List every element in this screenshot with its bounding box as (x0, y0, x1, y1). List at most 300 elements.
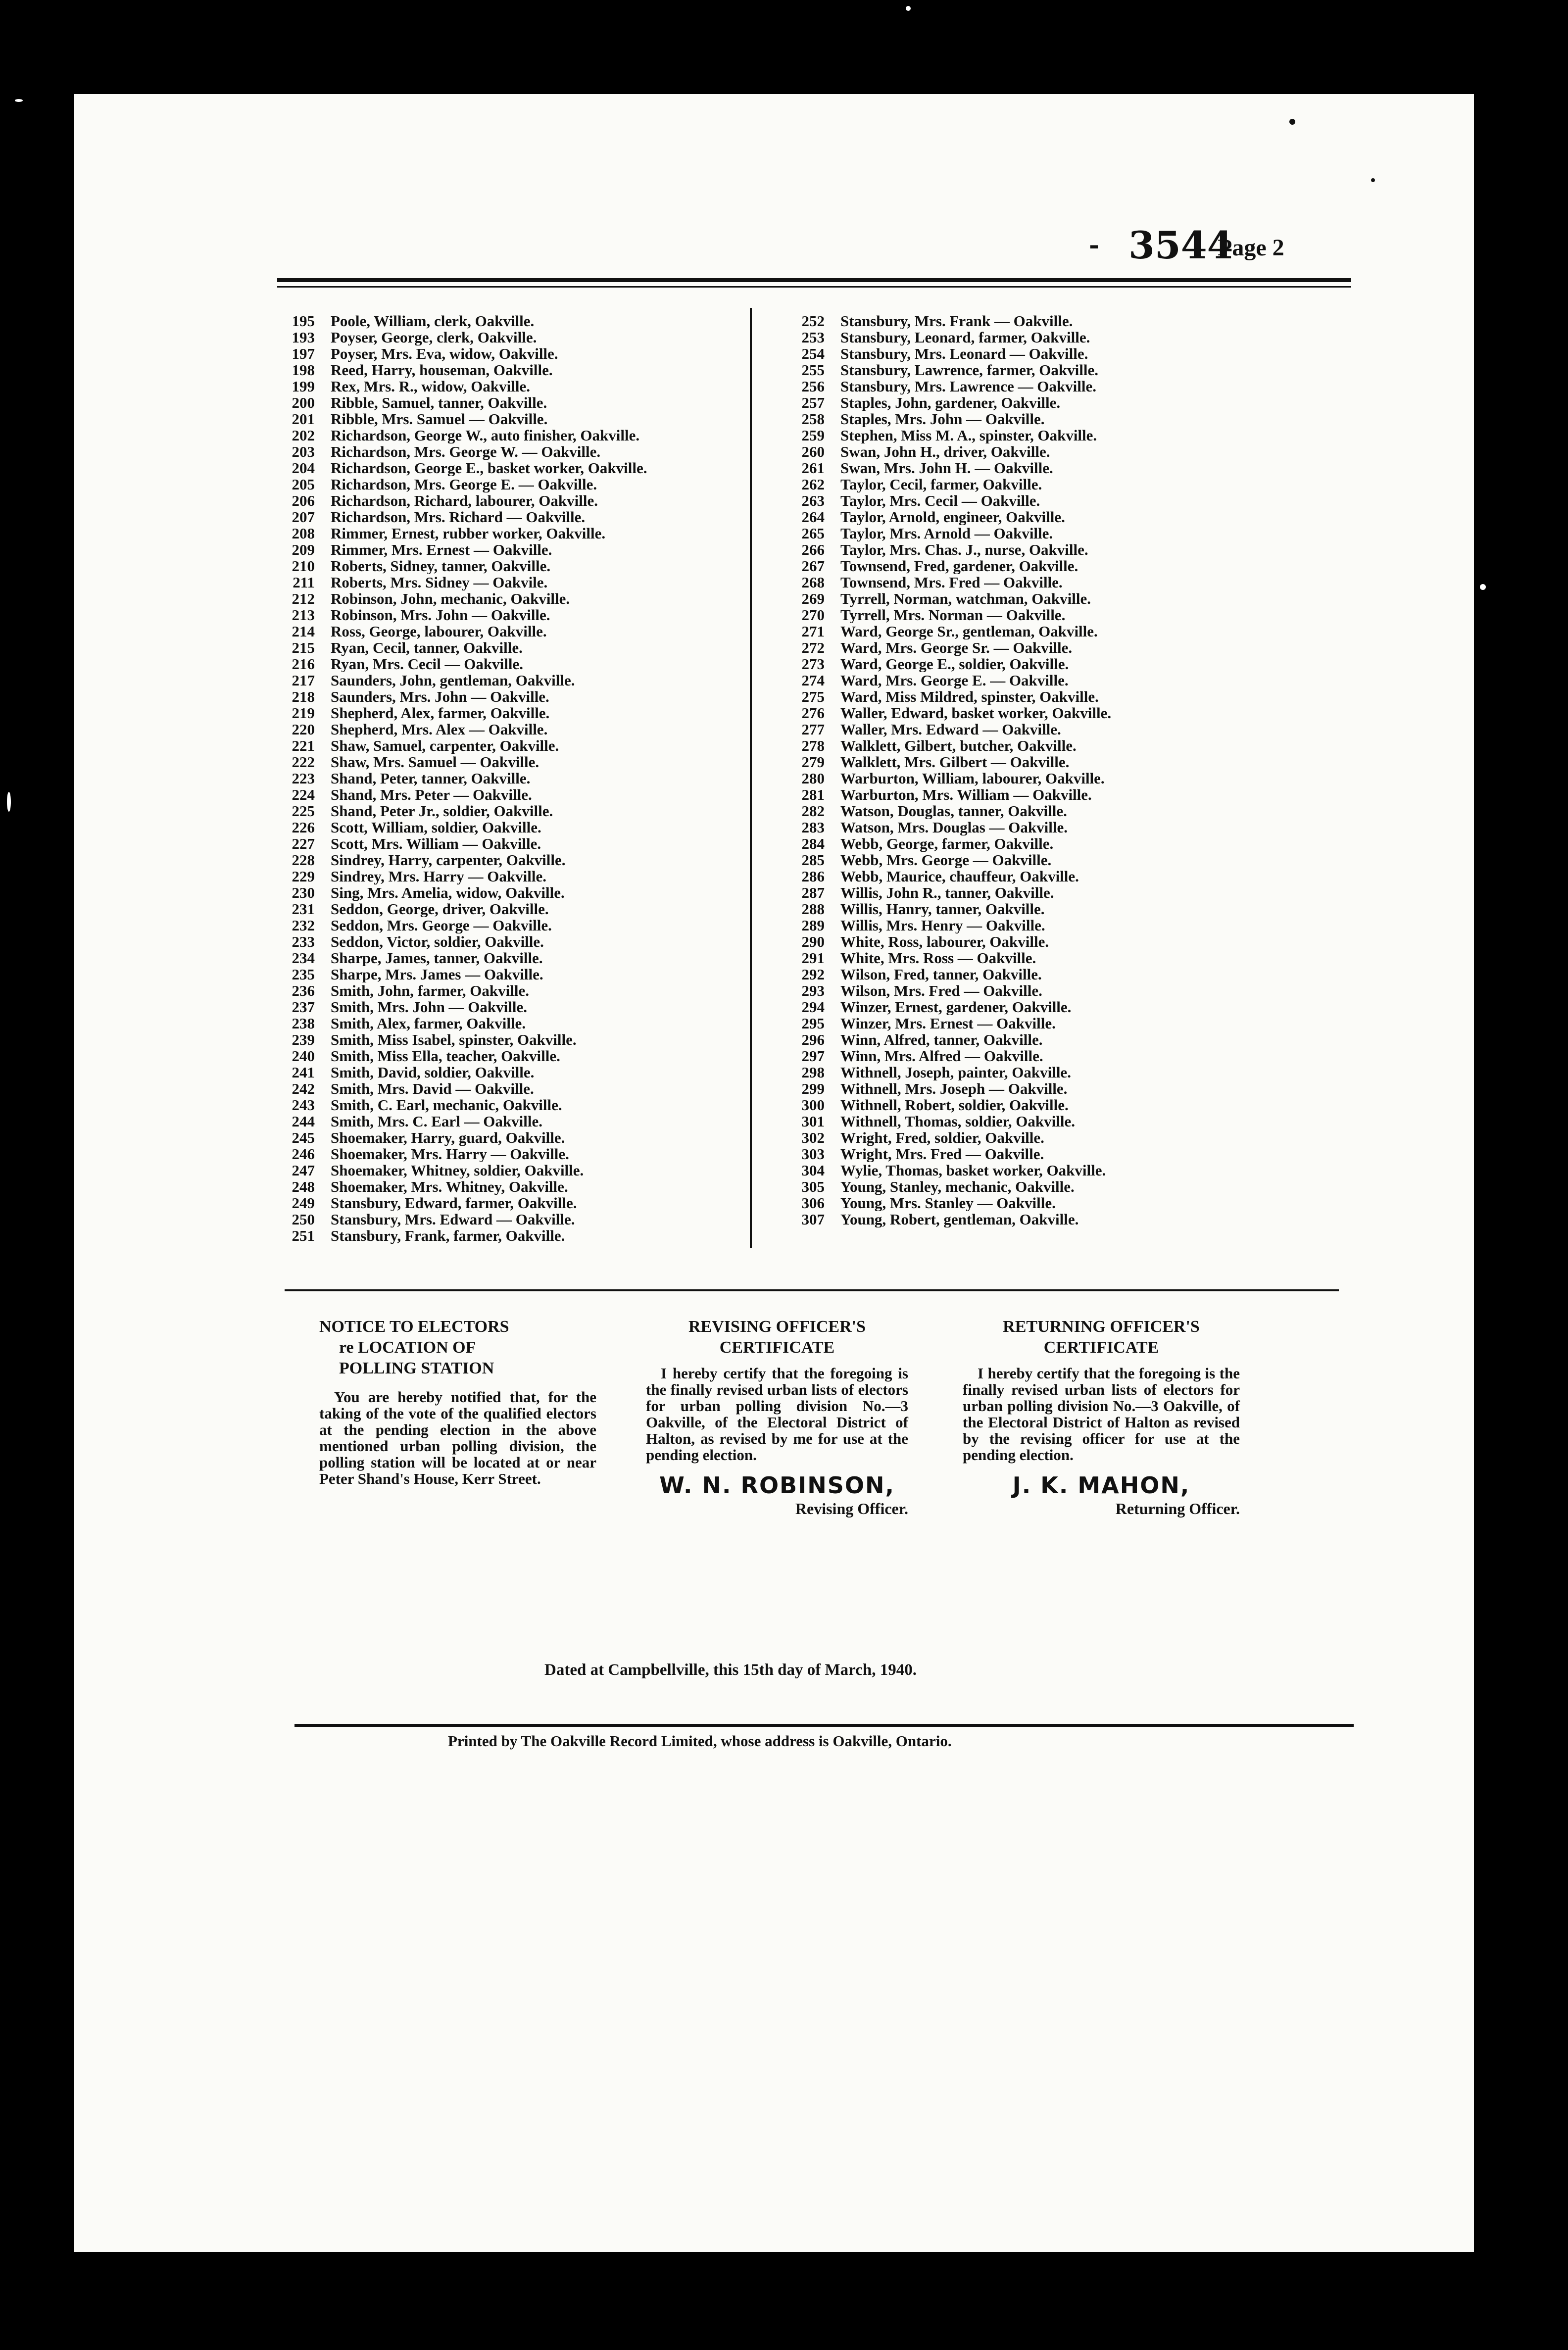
elector-details: Rimmer, Mrs. Ernest — Oakville. (331, 541, 552, 558)
elector-details: Winn, Mrs. Alfred — Oakville. (840, 1048, 1043, 1064)
elector-entry (277, 999, 752, 1015)
elector-details: Taylor, Cecil, farmer, Oakville. (840, 476, 1042, 492)
elector-number: 198 (292, 362, 315, 378)
elector-number: 266 (801, 541, 825, 558)
elector-entry (787, 362, 1262, 378)
elector-entry (277, 1162, 752, 1178)
ink-speck (1289, 119, 1295, 125)
elector-details: Shepherd, Alex, farmer, Oakville. (331, 705, 550, 721)
returning-signer: J. K. MAHON, (1012, 1472, 1190, 1499)
elector-entry (787, 917, 1262, 933)
elector-number: 267 (801, 558, 825, 574)
elector-entry (277, 1129, 752, 1146)
elector-number: 271 (801, 623, 825, 639)
elector-details: Sharpe, James, tanner, Oakville. (331, 950, 543, 966)
elector-number: 307 (801, 1211, 825, 1227)
elector-entry (787, 492, 1262, 509)
elector-number: 228 (292, 852, 315, 868)
elector-entry (277, 852, 752, 868)
elector-entry (277, 721, 752, 737)
elector-number: 291 (801, 950, 825, 966)
elector-entry (787, 476, 1262, 492)
elector-entry (787, 313, 1262, 329)
elector-number: 204 (292, 460, 315, 476)
elector-number: 273 (801, 656, 825, 672)
elector-number: 212 (292, 590, 315, 607)
returning-title (963, 1317, 1240, 1358)
revising-signer: W. N. ROBINSON, (659, 1472, 895, 1499)
elector-entry (787, 705, 1262, 721)
elector-entry (787, 558, 1262, 574)
elector-number: 285 (801, 852, 825, 868)
elector-number: 249 (292, 1195, 315, 1211)
elector-number: 237 (292, 999, 315, 1015)
elector-entry (277, 672, 752, 688)
document-page (74, 94, 1474, 2252)
elector-entry (787, 933, 1262, 950)
elector-entry (787, 884, 1262, 901)
elector-entry (277, 966, 752, 982)
elector-details: Withnell, Mrs. Joseph — Oakville. (840, 1080, 1068, 1097)
header-rule-thick (277, 278, 1351, 282)
elector-entry (787, 590, 1262, 607)
elector-number: 244 (292, 1113, 315, 1129)
elector-entry (787, 1178, 1262, 1195)
elector-details: Ribble, Mrs. Samuel — Oakville. (331, 411, 548, 427)
elector-number: 275 (801, 688, 825, 705)
elector-entry (787, 574, 1262, 590)
elector-number: 270 (801, 607, 825, 623)
elector-number: 254 (801, 345, 825, 362)
elector-entry (277, 1211, 752, 1227)
elector-number: 265 (801, 525, 825, 541)
elector-entry (787, 688, 1262, 705)
elector-entry (277, 509, 752, 525)
elector-entry (277, 901, 752, 917)
elector-number: 246 (292, 1146, 315, 1162)
elector-entry (277, 639, 752, 656)
elector-number: 227 (292, 835, 315, 852)
elector-number: 209 (292, 541, 315, 558)
elector-number: 296 (801, 1031, 825, 1048)
elector-details: Winzer, Mrs. Ernest — Oakville. (840, 1015, 1056, 1031)
elector-entry (277, 427, 752, 443)
elector-number: 221 (292, 737, 315, 754)
elector-entry (787, 786, 1262, 803)
elector-number: 225 (292, 803, 315, 819)
elector-entry (787, 803, 1262, 819)
elector-entry (787, 1097, 1262, 1113)
elector-details: Shoemaker, Mrs. Harry — Oakville. (331, 1146, 569, 1162)
elector-details: Warburton, Mrs. William — Oakville. (840, 786, 1092, 803)
elector-details: Ward, George E., soldier, Oakville. (840, 656, 1069, 672)
elector-details: Shoemaker, Mrs. Whitney, Oakville. (331, 1178, 568, 1195)
elector-entry (277, 623, 752, 639)
elector-number: 251 (292, 1227, 315, 1244)
elector-details: Stansbury, Leonard, farmer, Oakville. (840, 329, 1090, 345)
elector-number: 306 (801, 1195, 825, 1211)
elector-details: Smith, Miss Isabel, spinster, Oakville. (331, 1031, 577, 1048)
elector-entry (787, 639, 1262, 656)
elector-number: 262 (801, 476, 825, 492)
elector-entry (277, 1178, 752, 1195)
elector-entry (277, 313, 752, 329)
elector-details: Webb, Mrs. George — Oakville. (840, 852, 1052, 868)
notice-title-line2: re LOCATION OF (339, 1338, 476, 1357)
elector-entry (277, 933, 752, 950)
elector-entry (277, 329, 752, 345)
elector-number: 218 (292, 688, 315, 705)
elector-number: 305 (801, 1178, 825, 1195)
elector-details: Ward, George Sr., gentleman, Oakville. (840, 623, 1098, 639)
elector-entry (787, 378, 1262, 394)
elector-details: Richardson, George E., basket worker, Oakville. (331, 460, 647, 476)
printer-imprint: Printed by The Oakville Record Limited, whose address is Oakville, Ontario. (448, 1732, 952, 1750)
elector-entry (787, 443, 1262, 460)
elector-list-right (787, 313, 1262, 1227)
elector-number: 222 (292, 754, 315, 770)
elector-number: 295 (801, 1015, 825, 1031)
returning-body: I hereby certify that the foregoing is the finally revised urban lists of electors for urban polling division No.—3 Oakville, of the Electoral District of Halton as revised by the revising officer for use at the pending election. (963, 1365, 1240, 1464)
elector-number: 288 (801, 901, 825, 917)
elector-entry (277, 378, 752, 394)
elector-details: Stansbury, Edward, farmer, Oakville. (331, 1195, 577, 1211)
elector-entry (277, 917, 752, 933)
revising-title-line1: REVISING OFFICER'S (688, 1318, 866, 1336)
elector-details: Ward, Miss Mildred, spinster, Oakville. (840, 688, 1099, 705)
elector-number: 238 (292, 1015, 315, 1031)
revising-title (646, 1317, 908, 1358)
elector-details: Stansbury, Frank, farmer, Oakville. (331, 1227, 565, 1244)
notice-title-line3: POLLING STATION (339, 1359, 494, 1377)
elector-entry (787, 1048, 1262, 1064)
elector-number: 253 (801, 329, 825, 345)
elector-details: Townsend, Mrs. Fred — Oakville. (840, 574, 1063, 590)
elector-number: 257 (801, 394, 825, 411)
elector-entry (277, 1146, 752, 1162)
elector-details: Smith, Alex, farmer, Oakville. (331, 1015, 526, 1031)
elector-number: 247 (292, 1162, 315, 1178)
elector-details: Smith, Mrs. John — Oakville. (331, 999, 528, 1015)
elector-details: Smith, C. Earl, mechanic, Oakville. (331, 1097, 562, 1113)
elector-details: Shoemaker, Harry, guard, Oakville. (331, 1129, 565, 1146)
elector-entry (787, 1146, 1262, 1162)
elector-entry (277, 443, 752, 460)
ink-speck (1371, 178, 1375, 182)
elector-entry (277, 705, 752, 721)
elector-details: Warburton, William, labourer, Oakville. (840, 770, 1105, 786)
elector-entry (787, 1031, 1262, 1048)
elector-entry (787, 1113, 1262, 1129)
elector-number: 211 (293, 574, 315, 590)
elector-number: 200 (292, 394, 315, 411)
elector-details: Richardson, Richard, labourer, Oakville. (331, 492, 598, 509)
elector-number: 276 (801, 705, 825, 721)
elector-details: Rex, Mrs. R., widow, Oakville. (331, 378, 530, 394)
elector-details: Shepherd, Mrs. Alex — Oakville. (331, 721, 548, 737)
elector-details: Ward, Mrs. George E. — Oakville. (840, 672, 1069, 688)
scan-speck (906, 6, 911, 11)
elector-details: Webb, George, farmer, Oakville. (840, 835, 1054, 852)
elector-number: 202 (292, 427, 315, 443)
elector-number: 297 (801, 1048, 825, 1064)
elector-entry (787, 623, 1262, 639)
elector-number: 278 (801, 737, 825, 754)
elector-number: 259 (801, 427, 825, 443)
elector-details: Ryan, Cecil, tanner, Oakville. (331, 639, 523, 656)
elector-number: 281 (801, 786, 825, 803)
elector-details: Seddon, Victor, soldier, Oakville. (331, 933, 544, 950)
elector-number: 243 (292, 1097, 315, 1113)
elector-number: 261 (801, 460, 825, 476)
elector-entry (787, 1211, 1262, 1227)
elector-number: 252 (801, 313, 825, 329)
elector-number: 223 (292, 770, 315, 786)
elector-number: 258 (801, 411, 825, 427)
elector-details: Ross, George, labourer, Oakville. (331, 623, 547, 639)
elector-number: 282 (801, 803, 825, 819)
elector-number: 263 (801, 492, 825, 509)
elector-entry (277, 835, 752, 852)
elector-details: Withnell, Thomas, soldier, Oakville. (840, 1113, 1075, 1129)
elector-number: 274 (801, 672, 825, 688)
elector-entry (277, 345, 752, 362)
elector-number: 235 (292, 966, 315, 982)
elector-number: 229 (292, 868, 315, 884)
elector-details: Townsend, Fred, gardener, Oakville. (840, 558, 1078, 574)
elector-details: White, Ross, labourer, Oakville. (840, 933, 1049, 950)
elector-entry (787, 950, 1262, 966)
elector-details: Winzer, Ernest, gardener, Oakville. (840, 999, 1072, 1015)
elector-entry (787, 966, 1262, 982)
elector-details: Waller, Mrs. Edward — Oakville. (840, 721, 1061, 737)
notice-body: You are hereby notified that, for the taking of the vote of the qualified electors at the pending election in the above mentioned urban polling division, the polling station will be located at or near Peter Shand's House, Kerr Street. (319, 1388, 596, 1487)
elector-number: 226 (292, 819, 315, 835)
header-dash: - (1089, 230, 1099, 259)
elector-details: Tyrrell, Norman, watchman, Oakville. (840, 590, 1091, 607)
elector-entry (787, 509, 1262, 525)
elector-details: Richardson, Mrs. George E. — Oakville. (331, 476, 597, 492)
elector-details: Roberts, Mrs. Sidney — Oakvile. (331, 574, 548, 590)
elector-number: 241 (292, 1064, 315, 1080)
elector-details: Stansbury, Mrs. Frank — Oakville. (840, 313, 1073, 329)
elector-details: Watson, Douglas, tanner, Oakville. (840, 803, 1067, 819)
revising-officer-certificate (646, 1317, 908, 1518)
elector-details: Poyser, Mrs. Eva, widow, Oakville. (331, 345, 558, 362)
elector-number: 279 (801, 754, 825, 770)
elector-entry (277, 1113, 752, 1129)
elector-details: Reed, Harry, houseman, Oakville. (331, 362, 553, 378)
elector-number: 245 (292, 1129, 315, 1146)
elector-entry (787, 607, 1262, 623)
elector-entry (787, 345, 1262, 362)
elector-entry (277, 607, 752, 623)
elector-number: 208 (292, 525, 315, 541)
notice-title (319, 1317, 596, 1379)
elector-number: 294 (801, 999, 825, 1015)
elector-number: 215 (292, 639, 315, 656)
elector-entry (787, 1129, 1262, 1146)
header-rule-thin (277, 286, 1351, 288)
elector-entry (787, 770, 1262, 786)
elector-number: 232 (292, 917, 315, 933)
elector-entry (277, 1031, 752, 1048)
elector-number: 210 (292, 558, 315, 574)
elector-number: 195 (292, 313, 315, 329)
elector-entry (787, 1080, 1262, 1097)
elector-list-left (277, 313, 752, 1244)
elector-details: Scott, Mrs. William — Oakville. (331, 835, 541, 852)
elector-entry (277, 476, 752, 492)
elector-details: Swan, John H., driver, Oakville. (840, 443, 1050, 460)
elector-details: Smith, John, farmer, Oakville. (331, 982, 530, 999)
elector-details: Smith, Mrs. David — Oakville. (331, 1080, 534, 1097)
elector-details: White, Mrs. Ross — Oakville. (840, 950, 1036, 966)
elector-details: Taylor, Mrs. Arnold — Oakville. (840, 525, 1053, 541)
elector-number: 206 (292, 492, 315, 509)
elector-details: Withnell, Joseph, painter, Oakville. (840, 1064, 1071, 1080)
elector-entry (277, 982, 752, 999)
elector-details: Shand, Peter Jr., soldier, Oakville. (331, 803, 553, 819)
elector-number: 214 (292, 623, 315, 639)
elector-entry (787, 737, 1262, 754)
elector-details: Sindrey, Harry, carpenter, Oakville. (331, 852, 566, 868)
elector-entry (787, 1064, 1262, 1080)
elector-details: Staples, Mrs. John — Oakville. (840, 411, 1045, 427)
elector-entry (277, 656, 752, 672)
elector-entry (787, 394, 1262, 411)
elector-details: Taylor, Arnold, engineer, Oakville. (840, 509, 1065, 525)
returning-role: Returning Officer. (1115, 1500, 1240, 1518)
elector-details: Poyser, George, clerk, Oakville. (331, 329, 537, 345)
elector-entry (787, 460, 1262, 476)
elector-number: 234 (292, 950, 315, 966)
elector-entry (787, 411, 1262, 427)
elector-entry (277, 1227, 752, 1244)
elector-details: Wylie, Thomas, basket worker, Oakville. (840, 1162, 1106, 1178)
elector-details: Taylor, Mrs. Chas. J., nurse, Oakville. (840, 541, 1088, 558)
elector-details: Ribble, Samuel, tanner, Oakville. (331, 394, 547, 411)
elector-number: 302 (801, 1129, 825, 1146)
elector-entry (787, 982, 1262, 999)
notice-to-electors (319, 1317, 596, 1487)
revising-title-line2: CERTIFICATE (719, 1338, 835, 1357)
elector-details: Walklett, Gilbert, butcher, Oakville. (840, 737, 1077, 754)
elector-number: 289 (801, 917, 825, 933)
elector-entry (277, 411, 752, 427)
revising-body: I hereby certify that the foregoing is the finally revised urban lists of electors for urban polling division No.—3 Oakville, of the Electoral District of Halton, as revised by me for use at the pending election. (646, 1365, 908, 1464)
elector-entry (787, 672, 1262, 688)
elector-details: Seddon, Mrs. George — Oakville. (331, 917, 552, 933)
elector-entry (787, 819, 1262, 835)
elector-entry (277, 1015, 752, 1031)
elector-entry (787, 835, 1262, 852)
elector-entry (277, 362, 752, 378)
elector-details: Taylor, Mrs. Cecil — Oakville. (840, 492, 1040, 509)
elector-number: 242 (292, 1080, 315, 1097)
elector-number: 280 (801, 770, 825, 786)
elector-number: 205 (292, 476, 315, 492)
elector-details: Richardson, Mrs. Richard — Oakville. (331, 509, 586, 525)
elector-details: Smith, David, soldier, Oakville. (331, 1064, 535, 1080)
elector-number: 301 (801, 1113, 825, 1129)
elector-details: Shand, Peter, tanner, Oakville. (331, 770, 531, 786)
elector-entry (787, 656, 1262, 672)
elector-entry (277, 460, 752, 476)
elector-entry (277, 574, 752, 590)
elector-number: 220 (292, 721, 315, 737)
elector-number: 207 (292, 509, 315, 525)
elector-number: 298 (801, 1064, 825, 1080)
elector-entry (787, 1015, 1262, 1031)
page-stamp-number: 3544 (1128, 223, 1233, 267)
elector-details: Rimmer, Ernest, rubber worker, Oakville. (331, 525, 606, 541)
elector-number: 219 (292, 705, 315, 721)
elector-number: 277 (801, 721, 825, 737)
elector-number: 268 (801, 574, 825, 590)
elector-details: Willis, John R., tanner, Oakville. (840, 884, 1054, 901)
elector-number: 293 (801, 982, 825, 999)
scan-speck (1480, 584, 1486, 590)
elector-details: Webb, Maurice, chauffeur, Oakville. (840, 868, 1079, 884)
elector-entry (277, 492, 752, 509)
section-rule (285, 1289, 1339, 1291)
elector-number: 224 (292, 786, 315, 803)
returning-title-line2: CERTIFICATE (1043, 1338, 1159, 1357)
elector-details: Saunders, Mrs. John — Oakville. (331, 688, 549, 705)
elector-number: 199 (292, 378, 315, 394)
elector-entry (277, 737, 752, 754)
elector-number: 256 (801, 378, 825, 394)
page-label: Page 2 (1218, 235, 1284, 261)
elector-number: 213 (292, 607, 315, 623)
elector-details: Young, Stanley, mechanic, Oakville. (840, 1178, 1075, 1195)
elector-details: Young, Mrs. Stanley — Oakville. (840, 1195, 1056, 1211)
elector-entry (277, 803, 752, 819)
elector-entry (787, 901, 1262, 917)
elector-details: Watson, Mrs. Douglas — Oakville. (840, 819, 1068, 835)
elector-details: Sharpe, Mrs. James — Oakville. (331, 966, 543, 982)
elector-details: Shand, Mrs. Peter — Oakville. (331, 786, 532, 803)
elector-entry (277, 1097, 752, 1113)
elector-entry (787, 541, 1262, 558)
elector-entry (277, 1048, 752, 1064)
elector-details: Robinson, John, mechanic, Oakville. (331, 590, 570, 607)
elector-entry (277, 394, 752, 411)
elector-number: 264 (801, 509, 825, 525)
elector-entry (277, 819, 752, 835)
elector-number: 197 (292, 345, 315, 362)
elector-number: 290 (801, 933, 825, 950)
elector-number: 248 (292, 1178, 315, 1195)
elector-entry (787, 427, 1262, 443)
elector-details: Ward, Mrs. George Sr. — Oakville. (840, 639, 1073, 656)
elector-entry (277, 754, 752, 770)
elector-details: Shaw, Samuel, carpenter, Oakville. (331, 737, 559, 754)
elector-entry (277, 590, 752, 607)
elector-details: Young, Robert, gentleman, Oakville. (840, 1211, 1079, 1227)
elector-number: 203 (292, 443, 315, 460)
elector-number: 303 (801, 1146, 825, 1162)
elector-details: Stansbury, Mrs. Edward — Oakville. (331, 1211, 575, 1227)
elector-details: Willis, Hanry, tanner, Oakville. (840, 901, 1045, 917)
elector-entry (277, 770, 752, 786)
elector-details: Poole, William, clerk, Oakville. (331, 313, 535, 329)
elector-details: Wright, Fred, soldier, Oakville. (840, 1129, 1044, 1146)
column-divider (750, 308, 752, 1248)
elector-details: Saunders, John, gentleman, Oakville. (331, 672, 575, 688)
elector-number: 292 (801, 966, 825, 982)
